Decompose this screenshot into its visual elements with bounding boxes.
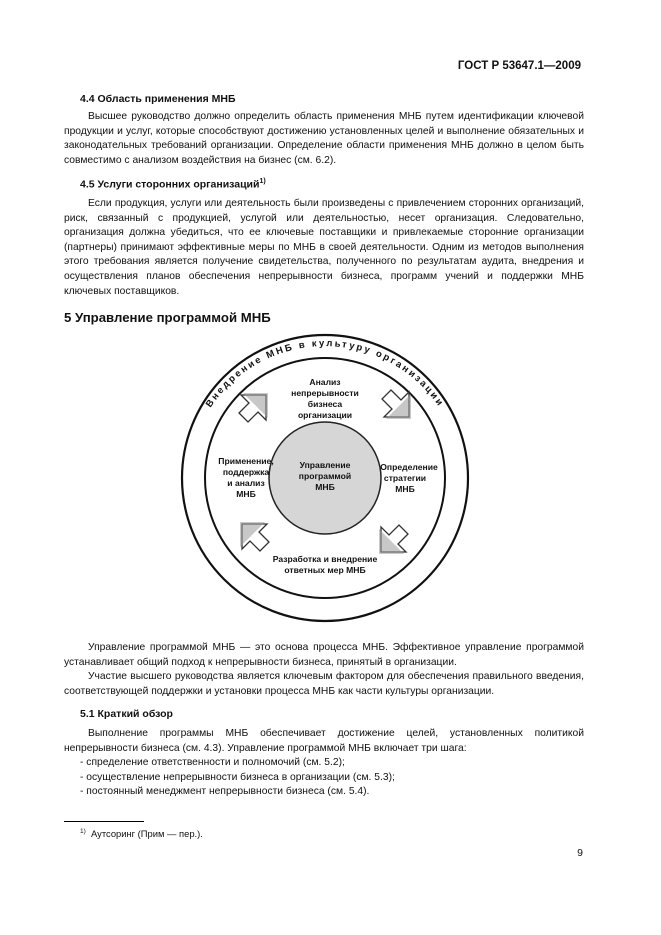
section-5-para-2: Участие высшего руководства является ключевым фактором для обеспечения правильного введения, соответствующей поддержки и установки процесса МНБ как части культуры организации. <box>64 671 584 697</box>
bottom-label-line: Разработка и внедрение <box>272 554 378 564</box>
section-5-title: 5 Управление программой МНБ <box>64 310 271 325</box>
left-label-line: поддержка <box>222 467 270 477</box>
top-label-line: организации <box>297 410 353 420</box>
center-label-line: Управление <box>299 460 351 470</box>
ring-text: Внедрение МНБ в культуру организации <box>203 337 447 410</box>
arrow-up-left-icon <box>240 522 269 551</box>
section-4-4-title: 4.4 Область применения МНБ <box>80 93 236 105</box>
right-label-line: МНБ <box>395 484 415 494</box>
section-5-1-text: Выполнение программы МНБ обеспечивает достижение целей, установленных политикой непрерывности бизнеса (см. 4.3). Управление программой МНБ включает три шага: <box>64 728 584 754</box>
section-5-1-title: 5.1 Краткий обзор <box>80 708 173 720</box>
list-item: - осуществление непрерывности бизнеса в организации (см. 5.3); <box>80 772 395 783</box>
center-label-line: программой <box>298 471 352 481</box>
bottom-label-line: ответных мер МНБ <box>284 565 366 575</box>
footnote: $^{1)}$ Аутсоринг (Прим — пер.). <box>80 828 203 840</box>
list-item: - спределение ответственности и полномочий (см. 5.2); <box>80 757 345 768</box>
footnote-divider <box>64 821 144 822</box>
left-label-line: Применение, <box>218 456 274 466</box>
page-number: 9 <box>577 847 583 859</box>
top-label-line: Анализ <box>309 377 341 387</box>
section-4-5-title: 4.5 Услуги сторонних организаций$^{1)}$ <box>80 178 266 191</box>
footnote-ref[interactable]: 1) <box>259 178 266 185</box>
section-4-4-text: Высшее руководство должно определить область применения МНБ путем идентификации ключевой продукции и услуг, которые способствуют достижению установленных целей и выполнение обязательных и законодательных требований организации. Определение области применения МНБ должно в целом быть совместимо с анализом воздействия на бизнес (см. 6.2). <box>64 111 584 166</box>
right-label-line: Определение <box>380 462 438 472</box>
right-label-line: стратегии <box>383 473 427 483</box>
arrow-up-right-icon <box>239 393 268 422</box>
arrow-down-right-icon <box>382 390 411 419</box>
arrow-down-left-icon <box>379 525 408 554</box>
left-label-line: и анализ <box>227 478 265 488</box>
document-id: ГОСТ Р 53647.1—2009 <box>457 60 581 72</box>
section-4-5-text: Если продукция, услуги или деятельность были произведены с привлечением сторонних организаций, риск, связанный с продукцией, услугой или деятельностью, несет организация. Следовательно, организация должна убедиться, что ее ключевые поставщики и привлекаемые сторонние организации (партнеры) принимают эффективные меры по МНБ в своей деятельности. Одним из методов выполнения этого требования является получение свидетельства, полученного по результатам аудита, внедрения и осуществления планов обеспечения непрерывности бизнеса, программ учений и поддержки МНБ ключевых поставщиков. <box>64 198 584 297</box>
list-item: - постоянный менеджмент непрерывности бизнеса (см. 5.4). <box>80 786 370 797</box>
bcm-program-diagram <box>170 333 480 623</box>
top-label-line: бизнеса <box>307 399 343 409</box>
left-label-line: МНБ <box>236 489 256 499</box>
top-label-line: непрерывности <box>291 388 359 398</box>
section-5-para-1: Управление программой МНБ — это основа процесса МНБ. Эффективное управление программой устанавливает общий подход к непрерывности бизнеса, принятый в организации. <box>64 642 584 668</box>
center-label-line: МНБ <box>315 482 335 492</box>
